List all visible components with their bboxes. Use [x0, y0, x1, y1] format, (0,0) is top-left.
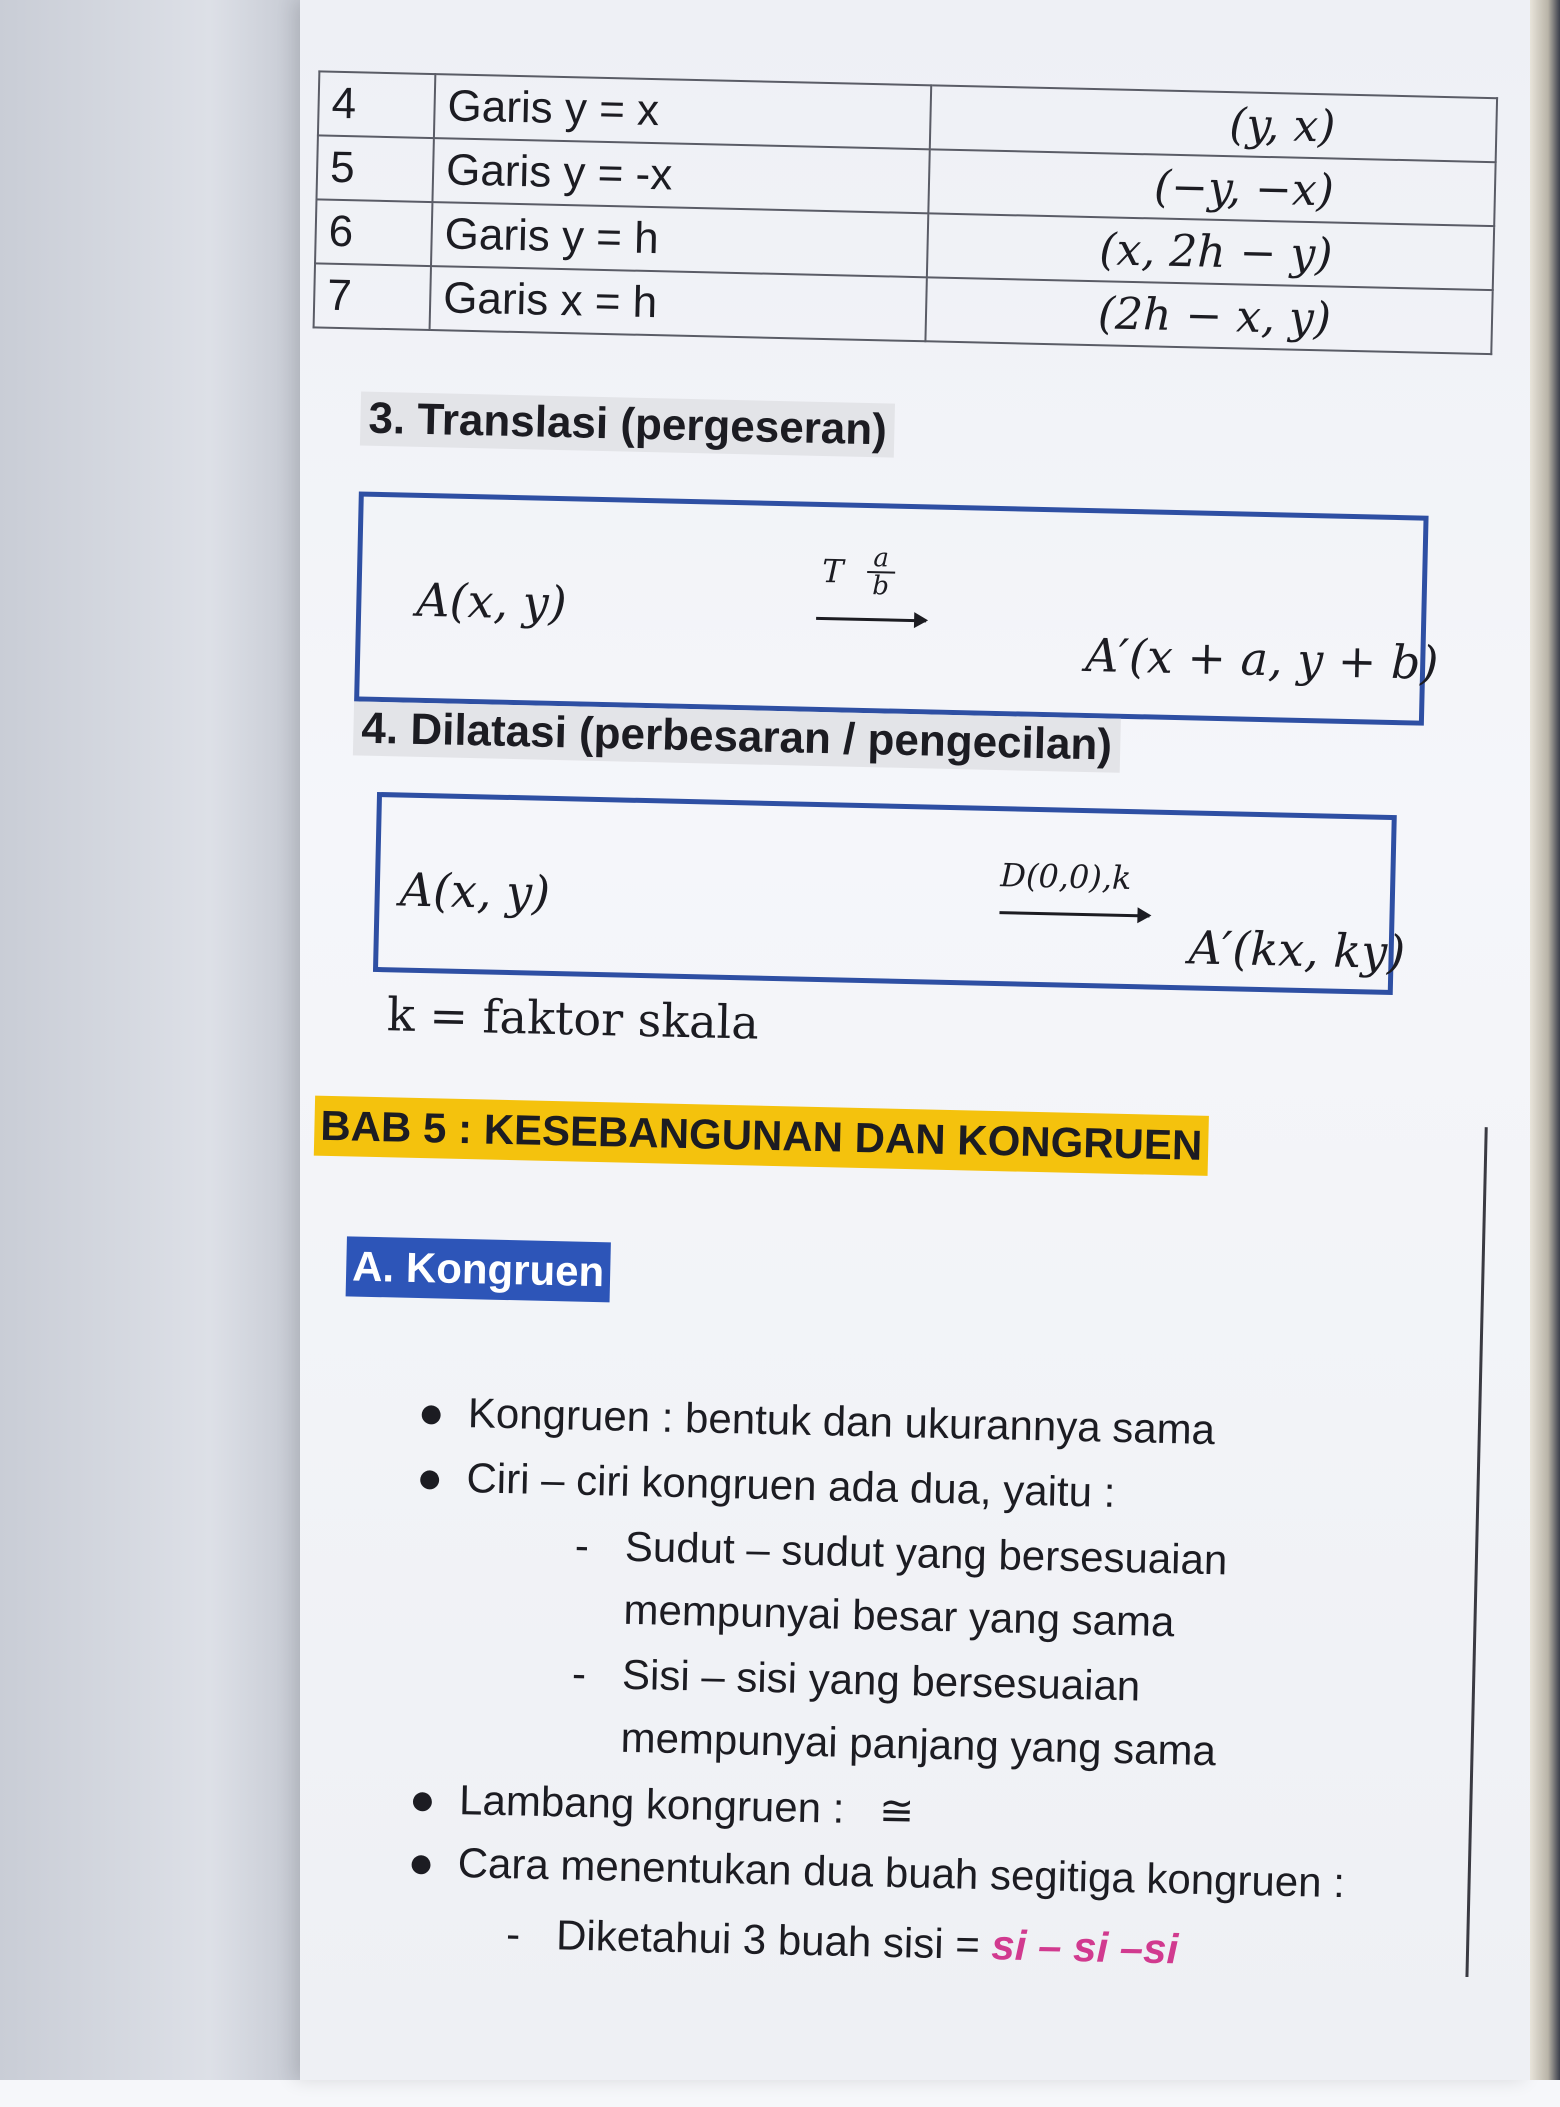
row-result: (−y, −x) — [928, 149, 1495, 226]
row-name: Garis y = x — [434, 74, 931, 149]
translasi-to: A′(x + a, y + b) — [1084, 627, 1440, 690]
row-name: Garis y = -x — [432, 138, 929, 213]
sub-item-1-line-2: mempunyai besar yang sama — [623, 1585, 1175, 1646]
page-content — [253, 0, 1530, 2107]
dash-icon: - — [505, 1910, 521, 1958]
dilatasi-from: A(x, y) — [399, 862, 551, 920]
bullet-icon: ● — [415, 1453, 444, 1503]
book-cover-edge — [1530, 0, 1560, 2080]
row-name: Garis y = h — [431, 202, 928, 277]
left-page-edge — [0, 0, 300, 2080]
sub-item-3 — [556, 1911, 1179, 1973]
congruent-symbol: ≅ — [878, 1786, 915, 1835]
chapter-title: BAB 5 : KESEBANGUNAN DAN KONGRUEN — [314, 1096, 1209, 1176]
vector-bottom: b — [871, 571, 890, 602]
sss-highlight: si – si –si — [990, 1921, 1179, 1973]
bullet-icon: ● — [408, 1774, 437, 1825]
row-result: (x, 2h − y) — [927, 213, 1494, 290]
reflection-table — [313, 70, 1499, 355]
dilatasi-operator: D(0,0),k — [999, 856, 1132, 898]
sub-item-1-line-1: Sudut – sudut yang bersesuaian — [624, 1522, 1228, 1584]
row-number: 5 — [316, 135, 433, 202]
row-number: 6 — [315, 199, 432, 266]
bullet-icon: ● — [407, 1837, 435, 1888]
bullet-item-1: Kongruen : bentuk dan ukurannya sama — [467, 1389, 1216, 1454]
sub-item-3-prefix: Diketahui 3 buah sisi = — [555, 1911, 993, 1969]
vector-top: a — [867, 545, 895, 574]
margin-line — [1465, 1127, 1487, 1977]
bullet-icon: ● — [417, 1388, 446, 1438]
section-title: A. Kongruen — [346, 1236, 611, 1302]
translasi-from: A(x, y) — [415, 572, 568, 631]
translasi-vector — [867, 545, 896, 600]
sub-item-2-line-1: Sisi – sisi yang bersesuaian — [621, 1650, 1141, 1710]
scale-factor-note: k = faktor skala — [386, 987, 760, 1050]
row-name: Garis x = h — [430, 266, 927, 341]
dash-icon: - — [571, 1649, 587, 1697]
bullet-item-4: Cara menentukan dua buah segitiga kongruen : — [457, 1839, 1346, 1907]
bullet-item-2: Ciri – ciri kongruen ada dua, yaitu : — [465, 1454, 1116, 1516]
bullet-item-3: Lambang kongruen : — [458, 1776, 845, 1832]
dash-icon: - — [574, 1521, 590, 1569]
sub-item-2-line-2: mempunyai panjang yang sama — [620, 1713, 1217, 1775]
row-number: 4 — [318, 71, 435, 138]
dilatasi-to: A′(kx, ky) — [1188, 920, 1406, 980]
dilatasi-heading: 4. Dilatasi (perbesaran / pengecilan) — [353, 701, 1121, 772]
row-result: (y, x) — [930, 85, 1497, 162]
translasi-heading: 3. Translasi (pergeseran) — [360, 391, 896, 457]
row-result: (2h − x, y) — [925, 277, 1492, 354]
row-number: 7 — [314, 263, 431, 330]
translasi-operator: T — [821, 551, 844, 591]
